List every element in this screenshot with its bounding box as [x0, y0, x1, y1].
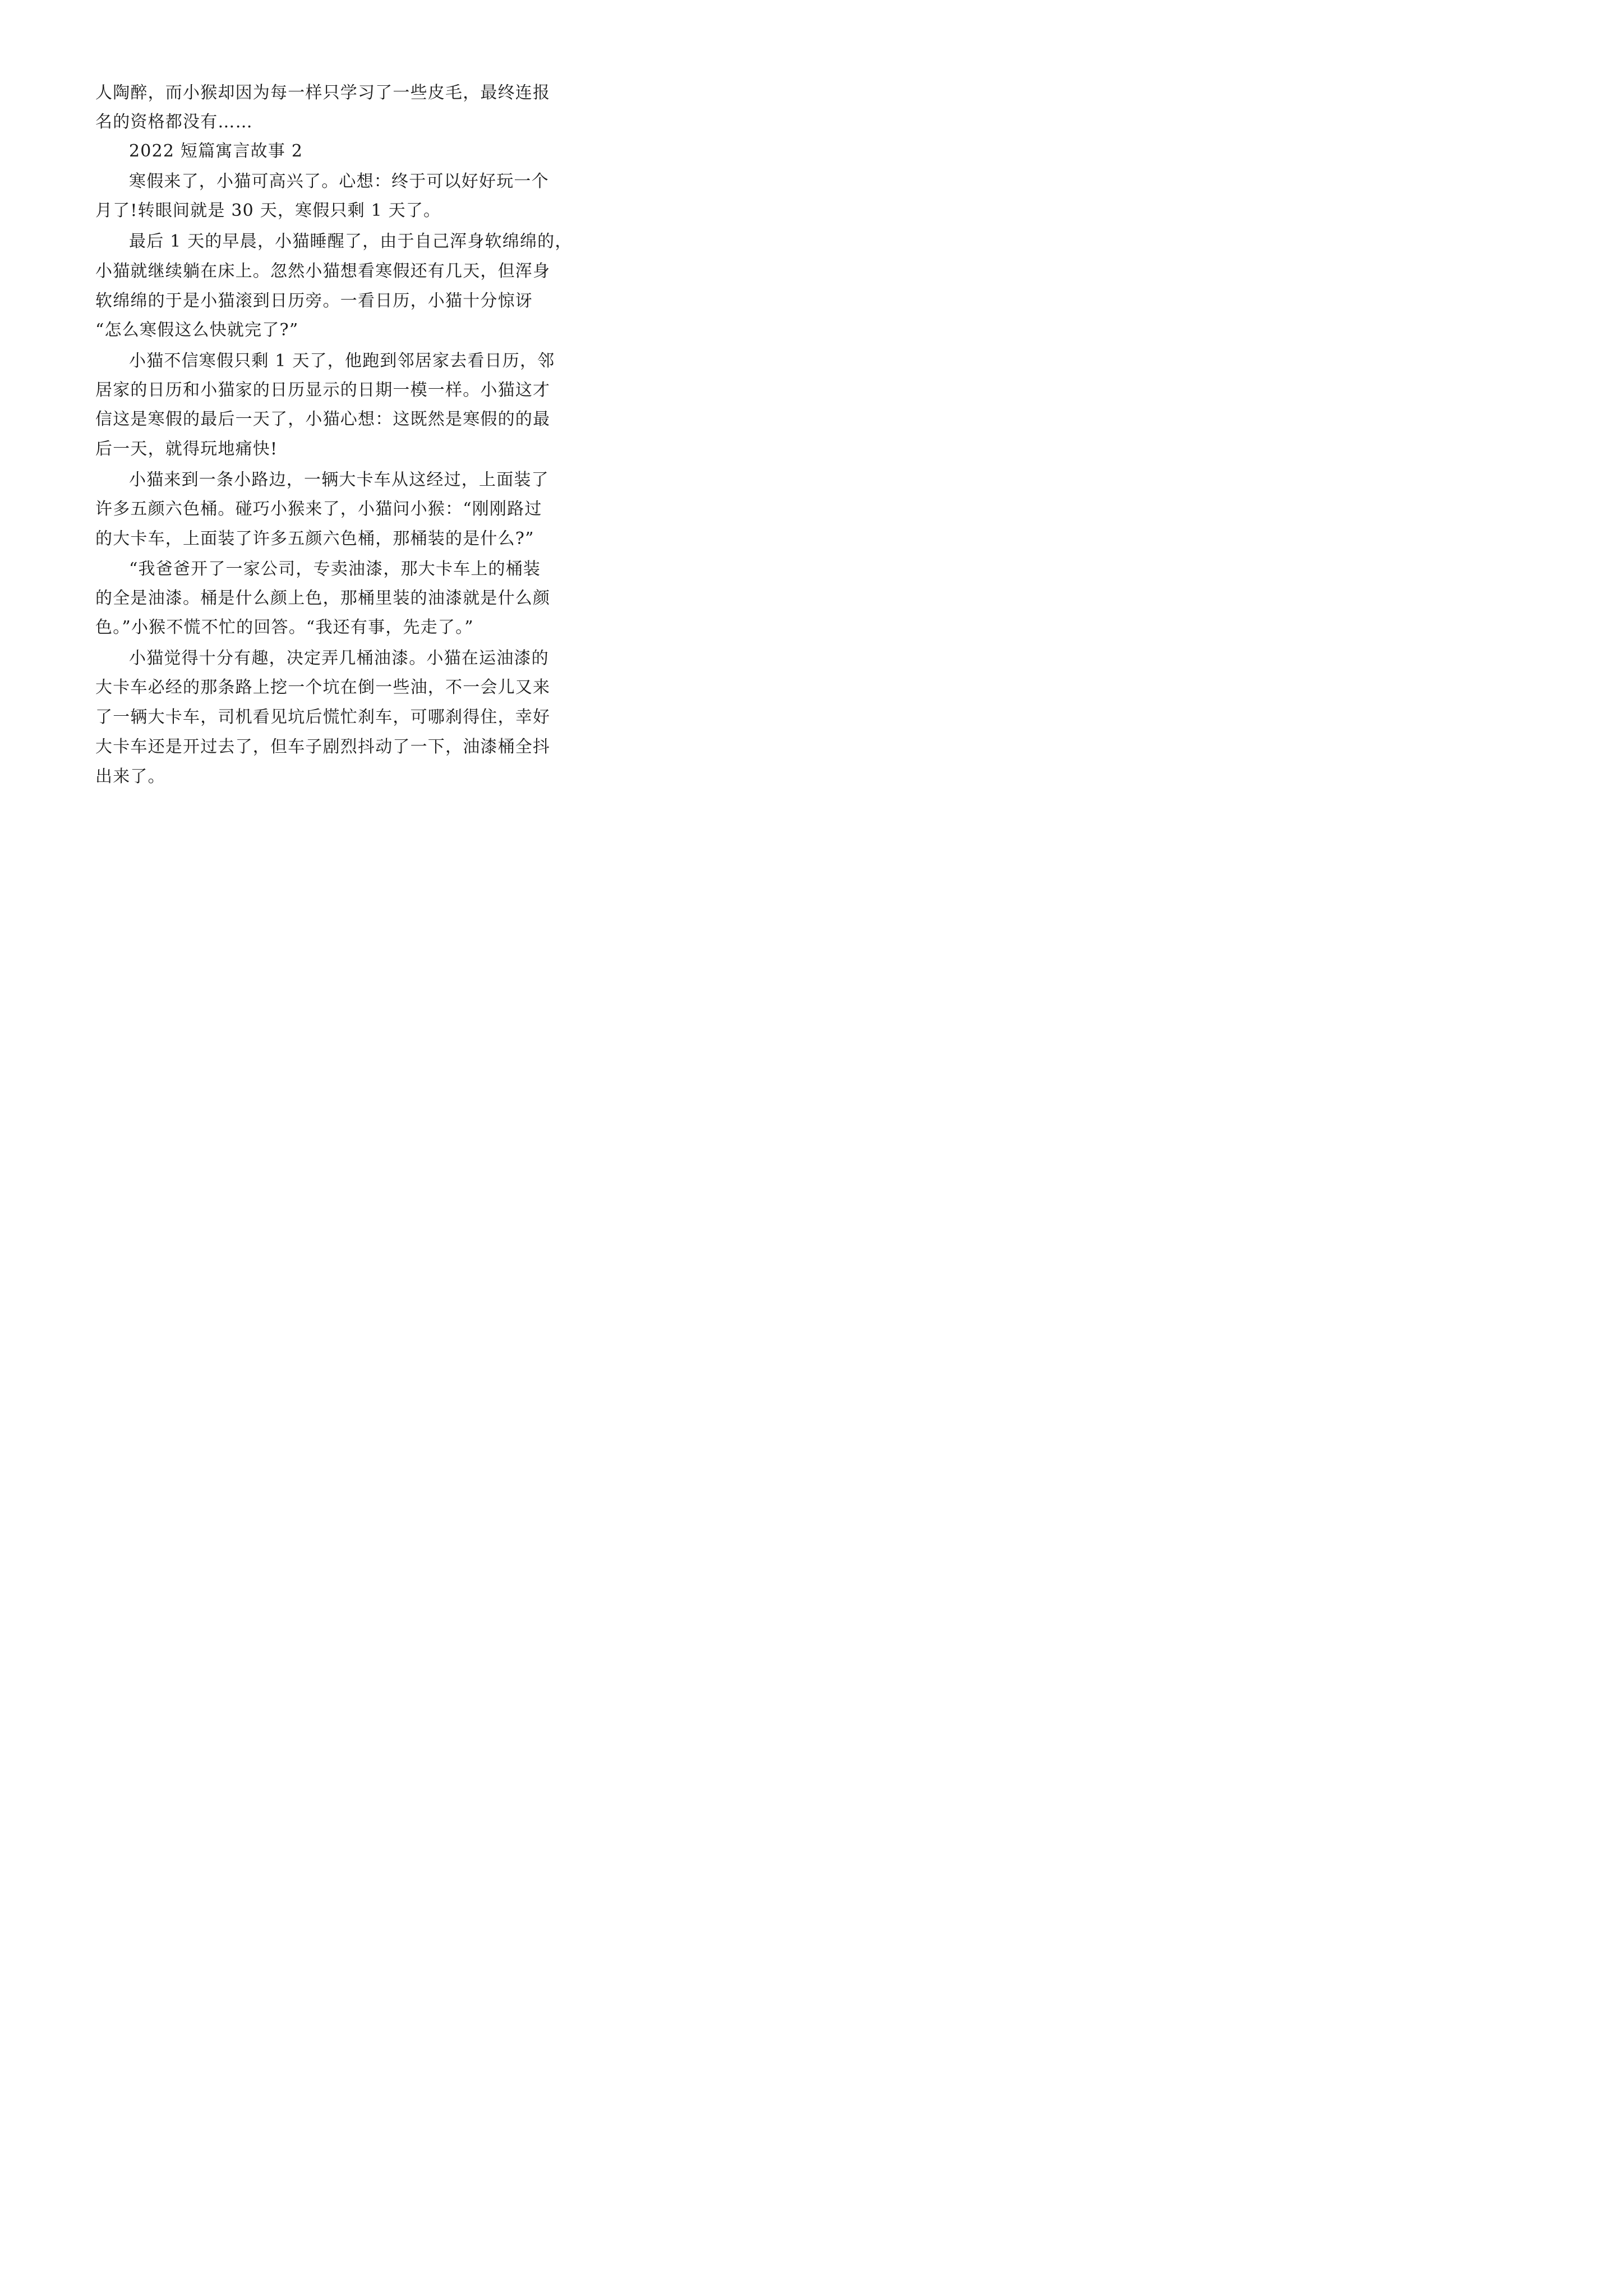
text-line: 寒假来了，小猫可高兴了。心想：终于可以好好玩一个	[129, 172, 549, 191]
text-line: 居家的日历和小猫家的日历显示的日期一模一样。小猫这才	[95, 380, 551, 400]
text-line: 大卡车必经的那条路上挖一个坑在倒一些油，不一会儿又来	[95, 678, 551, 697]
text-line: 色。”小猴不慌不忙的回答。“我还有事，先走了。”	[95, 618, 474, 637]
text-line: 的大卡车，上面装了许多五颜六色桶，那桶装的是什么?”	[95, 529, 534, 549]
text-line: 出来了。	[95, 767, 165, 786]
text-line: 后一天，就得玩地痛快!	[95, 439, 278, 459]
text-line: 了一辆大卡车，司机看见坑后慌忙刹车，可哪刹得住，幸好	[95, 707, 551, 727]
text-line: 小猫不信寒假只剩 1 天了，他跑到邻居家去看日历，邻	[129, 351, 555, 371]
text-line: 信这是寒假的最后一天了，小猫心想：这既然是寒假的的最	[95, 409, 551, 429]
text-line: 月了!转眼间就是 30 天，寒假只剩 1 天了。	[95, 201, 441, 220]
text-line: 小猫觉得十分有趣，决定弄几桶油漆。小猫在运油漆的	[129, 648, 549, 668]
text-line: 大卡车还是开过去了，但车子剧烈抖动了一下，油漆桶全抖	[95, 737, 551, 757]
section-heading: 2022 短篇寓言故事 2	[129, 141, 303, 161]
text-line: 小猫来到一条小路边，一辆大卡车从这经过，上面装了	[129, 470, 549, 490]
text-line: 最后 1 天的早晨，小猫睡醒了，由于自己浑身软绵绵的，	[129, 232, 573, 251]
text-line: 人陶醉，而小猴却因为每一样只学习了一些皮毛，最终连报	[95, 83, 551, 103]
text-line: 许多五颜六色桶。碰巧小猴来了，小猫问小猴：“刚刚路过	[95, 499, 542, 519]
text-line: 名的资格都没有……	[95, 112, 253, 132]
text-line: 的全是油漆。桶是什么颜上色，那桶里装的油漆就是什么颜	[95, 588, 551, 608]
document-page	[0, 0, 619, 876]
text-line: 软绵绵的于是小猫滚到日历旁。一看日历，小猫十分惊讶	[95, 291, 533, 311]
text-line: 小猫就继续躺在床上。忽然小猫想看寒假还有几天，但浑身	[95, 261, 551, 281]
text-line: “我爸爸开了一家公司，专卖油漆，那大卡车上的桶装	[129, 559, 541, 579]
text-line: “怎么寒假这么快就完了?”	[95, 320, 299, 340]
